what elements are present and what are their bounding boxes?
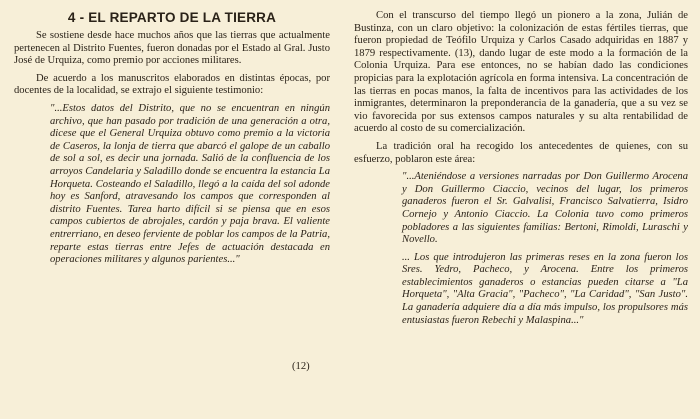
paragraph-manuscripts: De acuerdo a los manuscritos elaborados en distintas épocas, por docentes de la localidad, se extrajo el siguiente testimonio: bbox=[14, 72, 330, 97]
right-column bbox=[354, 10, 688, 327]
quote-ranches: ... Los que introdujeron las primeras reses en la zona fueron los Sres. Yedro, Pacheco, y Arocena. Entre los primeros establecimientos ganaderos o estancias pueden citarse a "La Horqueta", "Alta Gracia", "Pacheco", "La Caridad", "San Justo". La ganadería adquiere día a día más impulso, los propulsores más entusiastas fueron Rebechi y Malaspina..." bbox=[402, 251, 688, 326]
quote-testimony: "...Estos datos del Distrito, que no se encuentran en ningún archivo, que han pasado por tradición de una generación a otra, dicese que el General Urquiza obtuvo como premio a la victoria de Caseros, la lonja de tierra que abarcó el galope de un caballo de sol a sol, es decir una jornada. Salió de la confluencia de los arroyos Candelaria y Saladillo donde se encuentra la estancia La Horqueta. Costeando el Saladillo, llegó a la caída del sol adonde hoy es Sanford, atravesando los campos que corresponden al distrito Fuentes. Tarea harto difícil si se piensa que en esos campos cubiertos de abrojales, cardón y paja brava. El valiente entrerriano, en deseo ferviente de poblar los campos de la Patria, reparte estas tierras entre Jefes de actuación destacada en operaciones militares y algunos parientes..." bbox=[50, 102, 330, 266]
page-number: (12) bbox=[292, 361, 310, 372]
section-heading: 4 - EL REPARTO DE LA TIERRA bbox=[67, 10, 277, 25]
quote-settlers: "...Ateniéndose a versiones narradas por Don Guillermo Arocena y Don Guillermo Ciaccio, vecinos del lugar, los primeros ganaderos fueron el Sr. Galvalisi, Francisco Salvatierra, Isidro Cornejo y Antonio Ciaccio. La Colonia tuvo como primeros pobladores a las siguientes familias: Bertoni, Rimoldi, Luraschi y Novello. bbox=[402, 171, 688, 246]
paragraph-oral-tradition: La tradición oral ha recogido los antecedentes de quienes, con su esfuerzo, poblaron este área: bbox=[354, 140, 688, 165]
left-column bbox=[14, 10, 330, 267]
paragraph-intro: Se sostiene desde hace muchos años que las tierras que actualmente pertenecen al Distrito Fuentes, fueron donadas por el Estado al Gral. Justo José de Urquiza, como premio por acciones militares. bbox=[14, 30, 330, 67]
paragraph-pioneer: Con el transcurso del tiempo llegó un pionero a la zona, Julián de Bustinza, con un claro objetivo: la colonización de estas fértiles tierras, que fueron propiedad de Teófilo Urquiza y Carlos Casado adquiridas en 1887 y 1879 respectivamente. (13), dando lugar de este modo a la formación de la Colonia Urquiza. Para ese entonces, no se habían dado las condiciones propicias para la explotación agrícola en forma intensiva. La concentración de las tierras en pocas manos, la falta de incentivos para las actividades de los inmigrantes, determinaron la preponderancia de la ganadería, que a su vez se vio favorecida por sus extensos campos naturales y su alta rentabilidad de acuerdo al costo de su comercialización. bbox=[354, 10, 688, 135]
